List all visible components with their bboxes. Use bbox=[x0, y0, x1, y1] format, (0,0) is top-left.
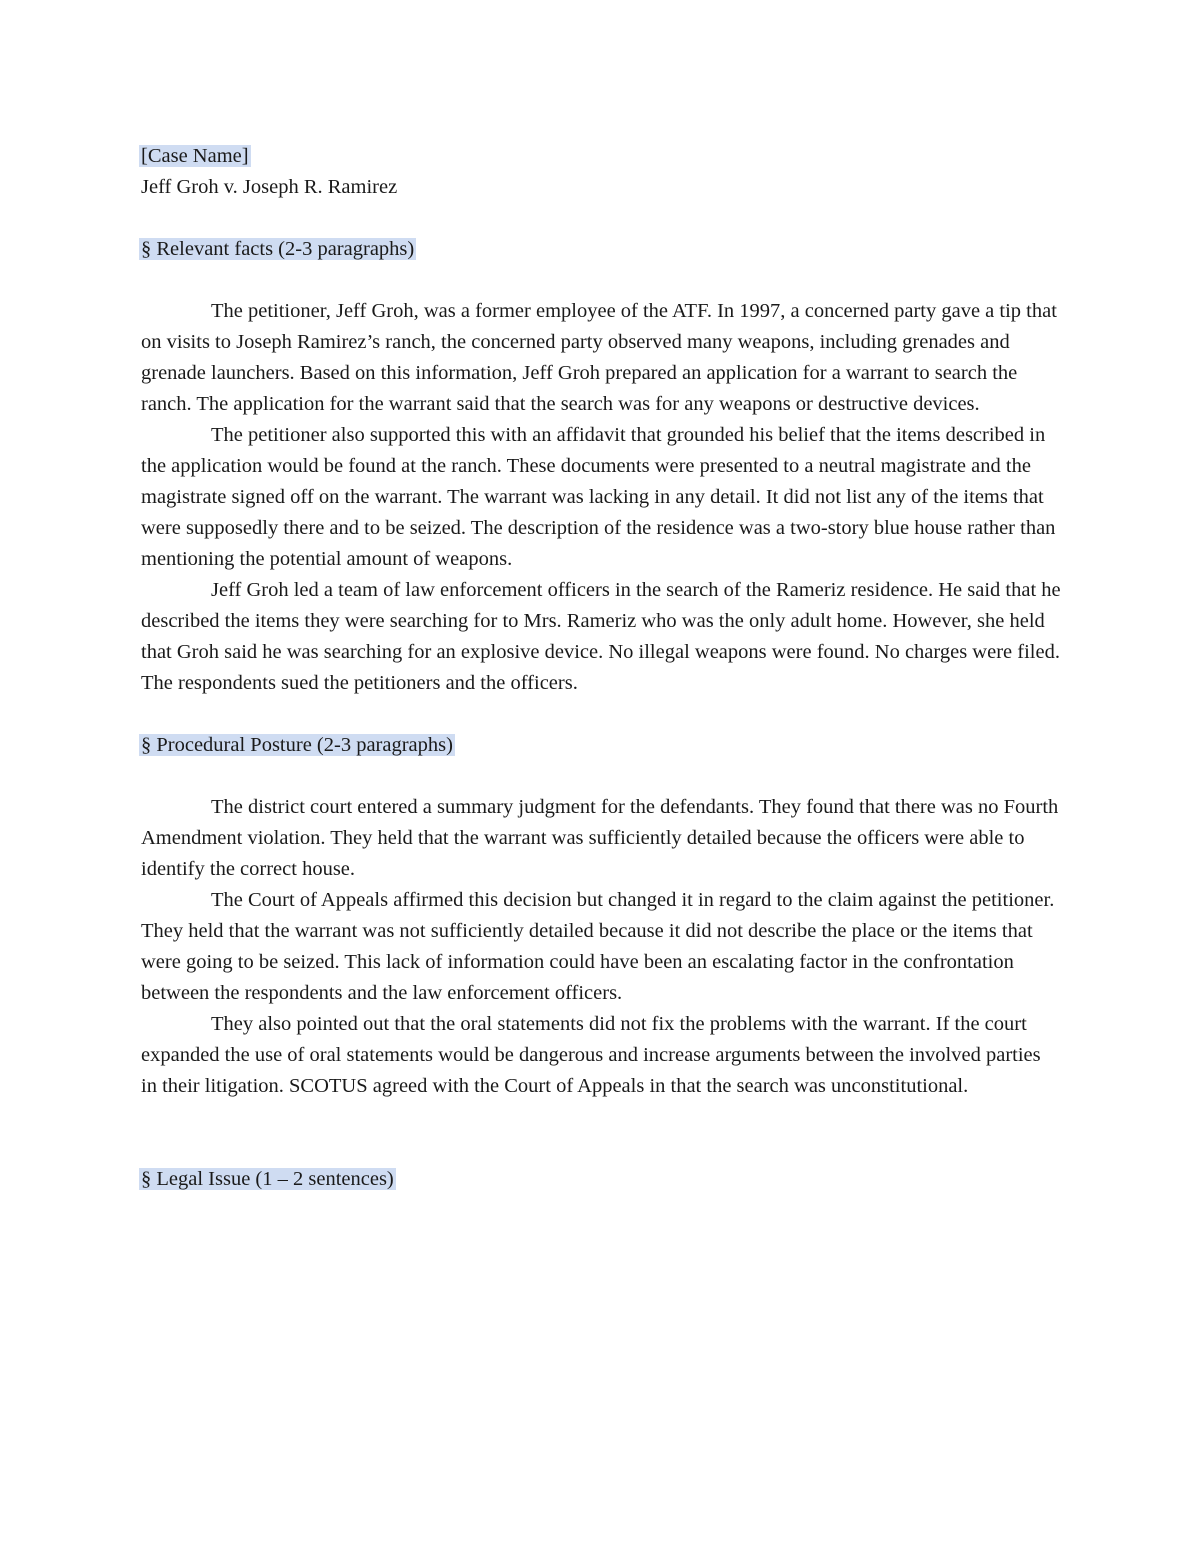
facts-paragraph-3: Jeff Groh led a team of law enforcement officers in the search of the Rameriz residence. He said that he described the items they were searching for to Mrs. Rameriz who was the only adult home. However, she held that Groh said he was searching for an explosive device. No illegal weapons were found. No charges were filed. The respondents sued the petitioners and the officers. bbox=[141, 579, 1061, 694]
spacer bbox=[141, 761, 1061, 792]
posture-heading: § Procedural Posture (2-3 paragraphs) bbox=[141, 734, 453, 756]
posture-paragraph-2: The Court of Appeals affirmed this decision but changed it in regard to the claim against the petitioner. They held that the warrant was not sufficiently detailed because it did not describe the place or the items that were going to be seized. This lack of information could have been an escalating factor in the confrontation between the respondents and the law enforcement officers. bbox=[141, 889, 1055, 1004]
case-name-label-line bbox=[141, 141, 1061, 172]
case-title: Jeff Groh v. Joseph R. Ramirez bbox=[141, 176, 398, 198]
spacer bbox=[141, 203, 1061, 234]
facts-heading-line bbox=[141, 234, 1061, 265]
facts-paragraph-2: The petitioner also supported this with an affidavit that grounded his belief that the items described in the application would be found at the ranch. These documents were presented to a neutral magistrate and the magistrate signed off on the warrant. The warrant was lacking in any detail. It did not list any of the items that were supposedly there and to be seized. The description of the residence was a two-story blue house rather than mentioning the potential amount of weapons. bbox=[141, 424, 1056, 570]
case-name-label: [Case Name] bbox=[141, 145, 249, 167]
posture-paragraph-3: They also pointed out that the oral statements did not fix the problems with the warrant. If the court expanded the use of oral statements would be dangerous and increase arguments between the involved parties in their litigation. SCOTUS agreed with the Court of Appeals in that the search was unconstitutional. bbox=[141, 1013, 1041, 1097]
facts-paragraph-1: The petitioner, Jeff Groh, was a former employee of the ATF. In 1997, a concerned party gave a tip that on visits to Joseph Ramirez’s ranch, the concerned party observed many weapons, including grenades and grenade launchers. Based on this information, Jeff Groh prepared an application for a warrant to search the ranch. The application for the warrant said that the search was for any weapons or destructive devices. bbox=[141, 300, 1057, 415]
posture-paragraph-1: The district court entered a summary judgment for the defendants. They found that there was no Fourth Amendment violation. They held that the warrant was sufficiently detailed because the officers were able to identify the correct house. bbox=[141, 796, 1059, 880]
spacer bbox=[141, 699, 1061, 730]
facts-heading: § Relevant facts (2-3 paragraphs) bbox=[141, 238, 415, 260]
document-body bbox=[141, 141, 1061, 1195]
posture-heading-line bbox=[141, 730, 1061, 761]
issue-heading-line bbox=[141, 1164, 1061, 1195]
spacer bbox=[141, 1133, 1061, 1164]
issue-heading: § Legal Issue (1 – 2 sentences) bbox=[141, 1168, 394, 1190]
spacer bbox=[141, 1102, 1061, 1133]
spacer bbox=[141, 265, 1061, 296]
